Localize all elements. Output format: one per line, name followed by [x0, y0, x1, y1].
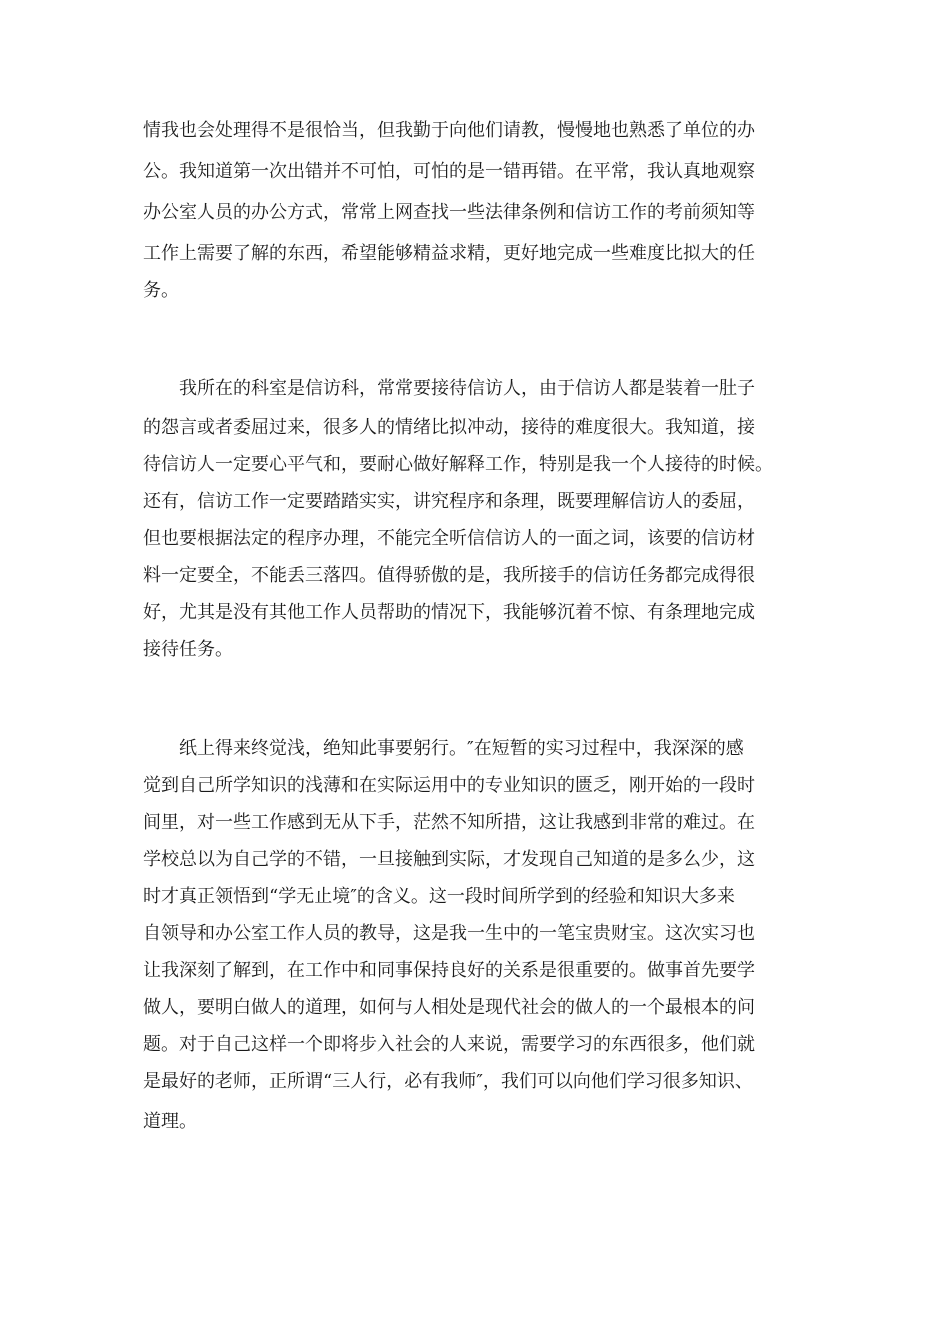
paragraph-3-line-7: 让我深刻了解到，在工作中和同事保持良好的关系是很重要的。做事首先要学: [143, 960, 755, 981]
paragraph-1-line-1: 情我也会处理得不是很恰当，但我勤于向他们请教，慢慢地也熟悉了单位的办: [143, 120, 755, 141]
paragraph-3-line-4: 学校总以为自己学的不错，一旦接触到实际，才发现自己知道的是多么少，这: [143, 849, 755, 870]
paragraph-3-line-11: 道理。: [143, 1111, 197, 1132]
paragraph-2-line-6: 料一定要全，不能丢三落四。值得骄傲的是，我所接手的信访任务都完成得很: [143, 565, 755, 586]
paragraph-3-line-6: 自领导和办公室工作人员的教导，这是我一生中的一笔宝贵财宝。这次实习也: [143, 923, 755, 944]
paragraph-3-line-8: 做人，要明白做人的道理，如何与人相处是现代社会的做人的一个最根本的问: [143, 997, 755, 1018]
paragraph-1-line-4: 工作上需要了解的东西，希望能够精益求精，更好地完成一些难度比拟大的任: [143, 243, 755, 264]
paragraph-3-line-5: 时才真正领悟到“学无止境″的含义。这一段时间所学到的经验和知识大多来: [143, 886, 735, 907]
paragraph-2-line-1: 我所在的科室是信访科，常常要接待信访人，由于信访人都是装着一肚子: [179, 378, 755, 399]
paragraph-3-line-1: 纸上得来终觉浅，绝知此事要躬行。″在短暂的实习过程中，我深深的感: [179, 738, 744, 759]
paragraph-2-line-2: 的怨言或者委屈过来，很多人的情绪比拟冲动，接待的难度很大。我知道，接: [143, 417, 755, 438]
paragraph-1-line-2: 公。我知道第一次出错并不可怕，可怕的是一错再错。在平常，我认真地观察: [143, 161, 755, 182]
paragraph-3-line-2: 觉到自己所学知识的浅薄和在实际运用中的专业知识的匮乏，刚开始的一段时: [143, 775, 755, 796]
paragraph-2-line-3: 待信访人一定要心平气和，要耐心做好解释工作，特别是我一个人接待的时候。: [143, 454, 773, 475]
paragraph-2-line-7: 好，尤其是没有其他工作人员帮助的情况下，我能够沉着不惊、有条理地完成: [143, 602, 755, 623]
paragraph-3-line-10: 是最好的老师，正所谓“三人行，必有我师″，我们可以向他们学习很多知识、: [143, 1071, 753, 1092]
paragraph-1-line-5: 务。: [143, 280, 179, 301]
paragraph-3-line-9: 题。对于自己这样一个即将步入社会的人来说，需要学习的东西很多，他们就: [143, 1034, 755, 1055]
paragraph-2-line-5: 但也要根据法定的程序办理，不能完全听信信访人的一面之词，该要的信访材: [143, 528, 755, 549]
paragraph-1-line-3: 办公室人员的办公方式，常常上网查找一些法律条例和信访工作的考前须知等: [143, 202, 755, 223]
paragraph-2-line-4: 还有，信访工作一定要踏踏实实，讲究程序和条理，既要理解信访人的委屈，: [143, 491, 755, 512]
paragraph-2-line-8: 接待任务。: [143, 639, 233, 660]
paragraph-3-line-3: 间里，对一些工作感到无从下手，茫然不知所措，这让我感到非常的难过。在: [143, 812, 755, 833]
